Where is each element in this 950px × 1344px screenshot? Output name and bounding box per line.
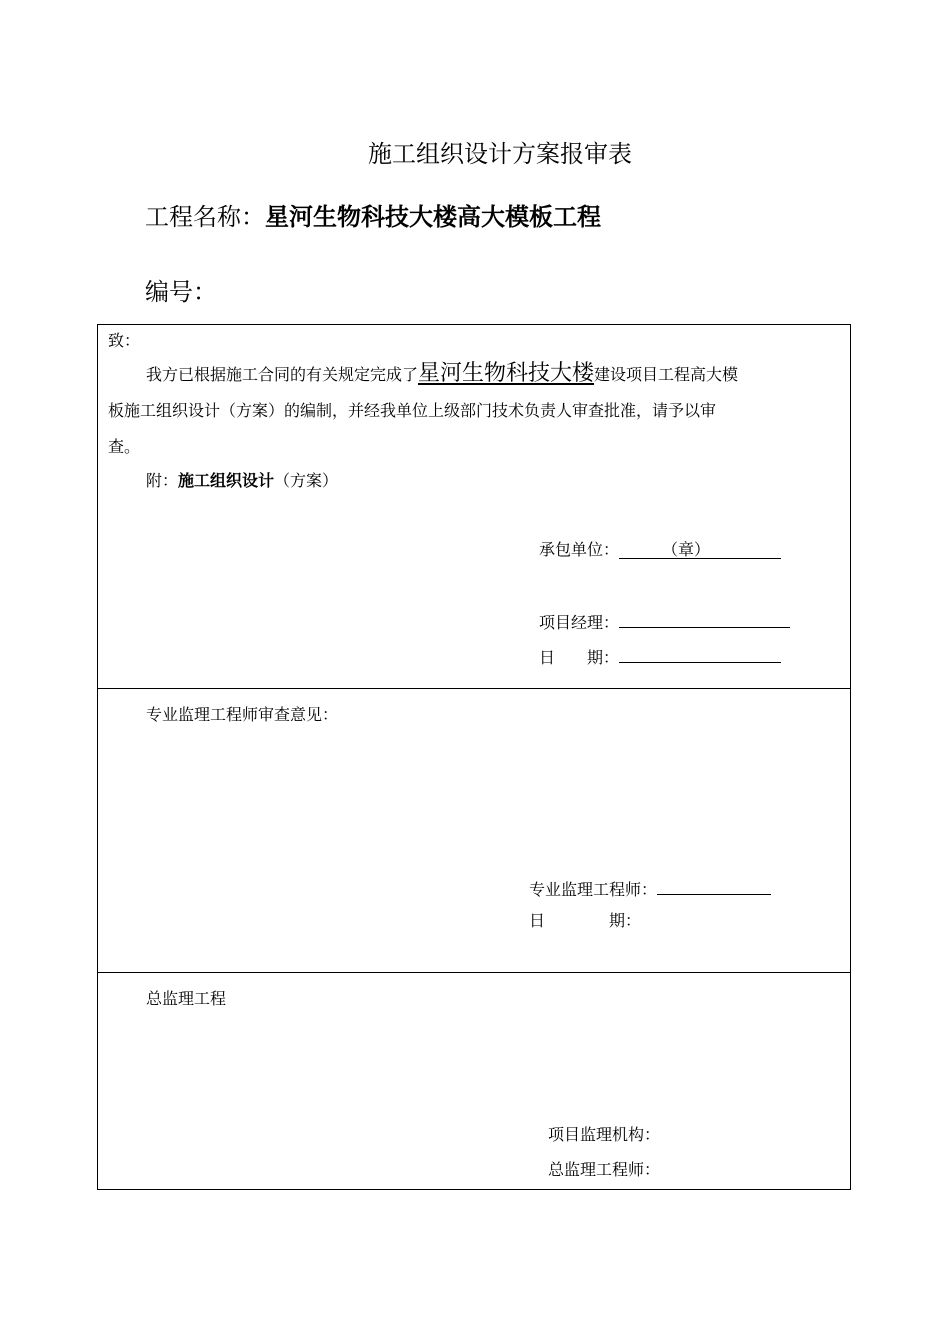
- paragraph-line-1: 我方已根据施工合同的有关规定完成了星河生物科技大楼建设项目工程高大模: [146, 361, 739, 386]
- contractor-field[interactable]: [619, 542, 781, 559]
- chief-supervisor-heading: 总监理工程: [146, 989, 227, 1008]
- section-divider-1: [98, 688, 850, 689]
- supervisor-opinion-heading: 专业监理工程师审查意见：: [146, 705, 339, 724]
- project-name-label: 工程名称：: [145, 203, 265, 231]
- manager-label: 项目经理：: [539, 613, 620, 632]
- engineer-field[interactable]: [657, 878, 771, 895]
- supervision-org-label: 项目监理机构：: [548, 1125, 661, 1144]
- manager-line: [539, 611, 790, 631]
- contractor-label: 承包单位：: [539, 540, 620, 559]
- contractor-line: [539, 542, 781, 559]
- project-name-line: [145, 197, 601, 232]
- paragraph-line-2: 板施工组织设计（方案）的编制，并经我单位上级部门技术负责人审查批准，请予以审: [108, 401, 717, 420]
- project-name-value: 星河生物科技大楼高大模板工程: [265, 202, 601, 231]
- number-label: 编号：: [145, 278, 217, 306]
- date-field-1[interactable]: [619, 646, 781, 663]
- engineer-line: [529, 878, 771, 898]
- attachment-name: 施工组织设计: [178, 471, 275, 490]
- document-title: 施工组织设计方案报审表: [368, 140, 632, 168]
- attachment-line: 附：施工组织设计（方案）: [146, 471, 339, 490]
- to-label: 致：: [108, 331, 141, 350]
- chief-engineer-label: 总监理工程师：: [548, 1160, 661, 1179]
- engineer-label: 专业监理工程师：: [529, 880, 658, 899]
- date-label-2: 日 期：: [529, 911, 642, 930]
- paragraph-line-3: 查。: [108, 437, 141, 456]
- date-label-1: 日 期：: [539, 648, 620, 667]
- manager-field[interactable]: [619, 611, 790, 628]
- review-form-table: [97, 324, 851, 1190]
- section-divider-2: [98, 972, 850, 973]
- paragraph-project-name: 星河生物科技大楼: [418, 361, 595, 386]
- date-line-1: [539, 646, 781, 666]
- stamp-mark: （章）: [662, 540, 711, 559]
